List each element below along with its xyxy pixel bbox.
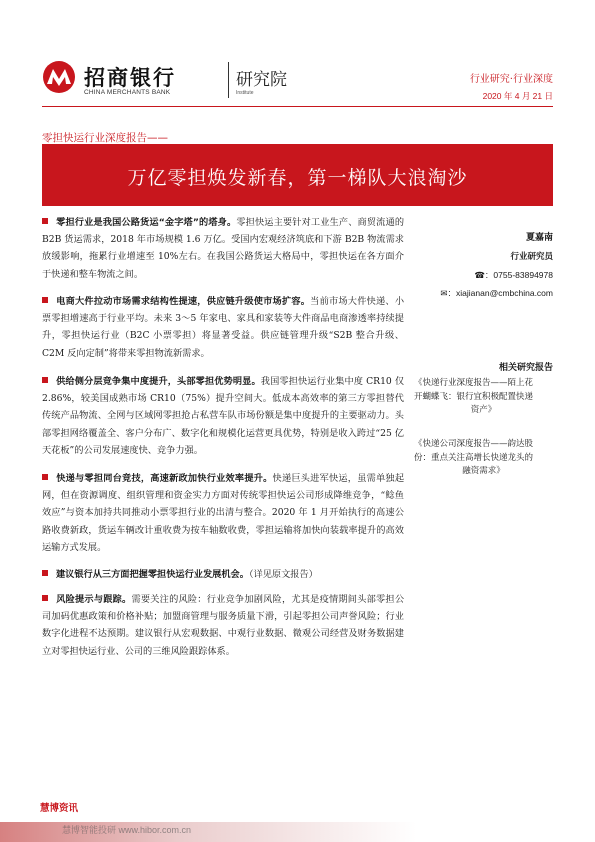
institute-name-en: Institute xyxy=(236,90,254,96)
header-divider xyxy=(42,106,553,107)
related-report-line: 开蝴蝶飞：银行宜积极配置快递 xyxy=(414,391,534,402)
paragraph-body: （详见原文报告） xyxy=(248,569,318,580)
paragraph-lead: 零担行业是我国公路货运“金字塔”的塔身。 xyxy=(56,217,237,228)
summary-paragraph xyxy=(42,591,404,660)
bullet-square-icon xyxy=(42,595,48,601)
bullet-square-icon xyxy=(42,218,48,224)
summary-paragraph xyxy=(42,373,404,459)
report-title: 万亿零担焕发新春，第一梯队大浪淘沙 xyxy=(127,167,468,189)
author-email[interactable]: ✉：xiajianan@cmbchina.com xyxy=(440,288,553,298)
bullet-square-icon xyxy=(42,297,48,303)
cmb-logo-icon xyxy=(42,60,76,94)
paragraph-body: 零担快运主要针对工业生产、商贸流通的 B2B 货运需求，2018 年市场规模 1.6 万亿。受国内宏观经济筑底和下游 B2B 物流需求放缓影响，拖累行业增速至 10%左右。在我国公路货运大格局中，零担快运在各方面介于快递和整车物流之间。 xyxy=(42,217,405,280)
paragraph-lead: 风险提示与跟踪。 xyxy=(56,594,132,605)
author-name: 夏嘉南 xyxy=(525,233,553,243)
report-date: 2020 年 4 月 21 日 xyxy=(482,91,553,101)
logo-text-en: CHINA MERCHANTS BANK xyxy=(84,89,171,96)
author-title: 行业研究员 xyxy=(510,252,553,262)
summary-paragraph xyxy=(42,470,404,556)
paragraph-lead: 电商大件拉动市场需求结构性提速，供应链升级使市场扩容。 xyxy=(56,296,311,307)
report-subtitle: 零担快运行业深度报告—— xyxy=(42,132,168,144)
paragraph-body: 我国零担快运行业集中度 CR10 仅 2.86%，较美国成熟市场 CR10（75%）提升空间大。低成本高效率的第三方零担替代传统产品物流、全网与区域网零担抢占私营车队市场份额是集中度提升的主要驱动力。头部零担网络覆盖全、客户分布广、数字化和规模化运营更具优势，特别是收入跨过“25 亿天花板”的公司发展速度快、竞争力强。 xyxy=(42,376,405,456)
paragraph-lead: 建议银行从三方面把握零担快运行业发展机会。 xyxy=(56,569,249,580)
paragraph-body: 需要关注的风险：行业竞争加剧风险，尤其是疫情期间头部零担公司加码优惠政策和价格补贴；加盟商管理与服务质量下滑，引起零担公司声誉风险；行业数字化进程不达预期。建议银行从宏观数据、中观行业数据、微观公司经营及财务数据建立对零担快运行业、公司的三维风险跟踪体系。 xyxy=(42,594,405,657)
paragraph-lead: 快递与零担同台竞技，高速新政加快行业效率提升。 xyxy=(56,473,273,484)
related-report-item[interactable] xyxy=(414,377,553,418)
related-report-item[interactable] xyxy=(414,438,553,479)
related-report-line: 融资需求》 xyxy=(462,466,505,476)
summary-paragraph xyxy=(42,566,404,583)
summary-paragraph xyxy=(42,293,404,362)
author-phone: ☎：0755-83894978 xyxy=(474,270,553,280)
report-category: 行业研究·行业深度 xyxy=(469,74,553,85)
title-banner xyxy=(42,144,553,206)
institute-name: 研究院 xyxy=(236,70,287,90)
related-report-line: 《快递公司深度报告——韵达股 xyxy=(414,439,534,449)
logo xyxy=(42,60,287,102)
bullet-square-icon xyxy=(42,377,48,383)
logo-text-cn: 招商银行 xyxy=(84,66,176,90)
footer-url: 慧博智能投研 www.hibor.com.cn xyxy=(62,825,192,835)
paragraph-body: 快递巨头进军快运，虽需单独起网，但在资源调度、组织管理和资金实力方面对传统零担快运公司形成降维竞争，“鲶鱼效应”与资本加持共同推动小票零担行业的出清与整合。2020 年 1 月开始执行的高速公路收费新政，货运车辆改计重收费为按车轴数收费，零担运输将加快向装载率提升的高效运输方式发展。 xyxy=(42,473,405,553)
paragraph-body: 当前市场大件快递、小票零担增速高于行业平均。未来 3～5 年家电、家具和家装等大件商品电商渗透率持续提升，零担快运行业（B2C 小票零担）将显著受益。供应链管理升级“S2B 整合升级、C2M 反向定制”将带来零担物流新需求。 xyxy=(42,296,405,359)
related-report-line: 《快递行业深度报告——陌上花 xyxy=(414,378,534,388)
footer-brand: 慧博资讯 xyxy=(40,803,79,814)
related-report-line: 份：重点关注高增长快递龙头的 xyxy=(414,452,534,463)
logo-divider xyxy=(228,62,229,98)
paragraph-lead: 供给侧分层竞争集中度提升，头部零担优势明显。 xyxy=(56,376,261,387)
bullet-square-icon xyxy=(42,474,48,480)
related-report-line: 资产》 xyxy=(470,405,497,415)
bullet-square-icon xyxy=(42,570,48,576)
related-reports-heading: 相关研究报告 xyxy=(498,363,553,373)
summary-paragraph xyxy=(42,214,404,283)
